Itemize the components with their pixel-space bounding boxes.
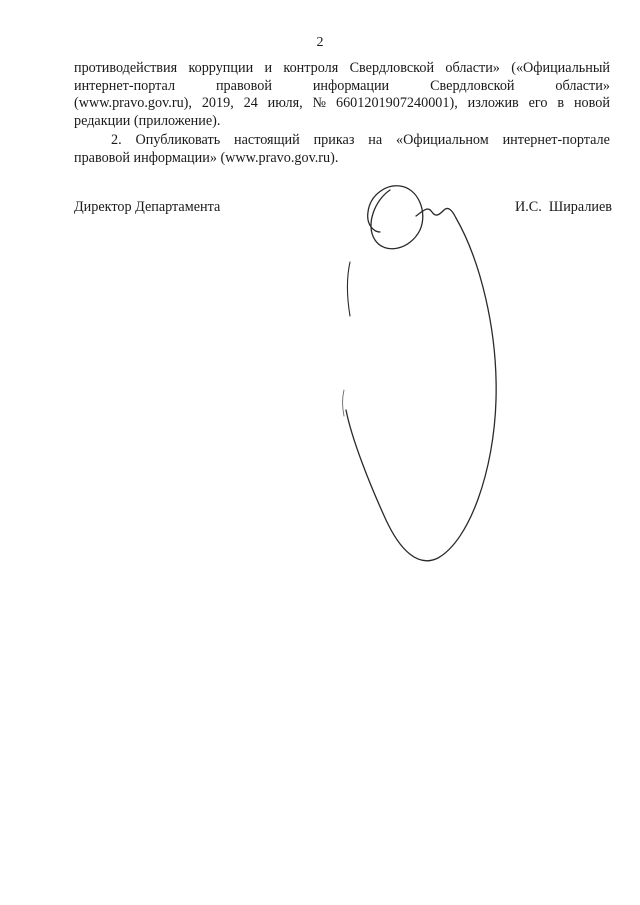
signatory-name-text: И.С. Ширалиев xyxy=(515,199,612,215)
word: № xyxy=(312,95,327,111)
word: противодействия xyxy=(74,60,178,76)
word: Опубликовать xyxy=(135,132,221,148)
paragraph-2-line-2: правовой информации» (www.pravo.gov.ru). xyxy=(74,149,339,166)
word: «Официальном xyxy=(396,132,489,148)
signature-oval xyxy=(346,218,496,561)
word: 2019, xyxy=(201,95,234,111)
word: 24 xyxy=(243,95,258,111)
signatory-role: Директор Департамента xyxy=(74,199,221,215)
word: интернет-портал xyxy=(74,77,176,94)
word: («Официальный xyxy=(511,60,610,76)
word: (www.pravo.gov.ru), xyxy=(74,95,192,111)
word: в xyxy=(557,95,565,111)
signature-left-stroke xyxy=(347,262,350,316)
word: информации xyxy=(312,77,390,94)
word: коррупции xyxy=(188,60,254,76)
paragraph-1-line-2 xyxy=(74,78,610,96)
signatory-name xyxy=(515,198,612,216)
word: интернет-портале xyxy=(502,132,610,148)
word: на xyxy=(368,132,383,148)
word: и xyxy=(264,60,273,76)
signature-loop xyxy=(368,186,423,249)
word: изложив xyxy=(467,95,519,111)
word: новой xyxy=(573,95,610,111)
paragraph-1-line-3 xyxy=(74,95,610,113)
word: настоящий xyxy=(234,132,300,148)
word: правовой xyxy=(215,77,272,94)
handwritten-signature xyxy=(320,170,520,570)
word: его xyxy=(528,95,548,111)
word: 6601201907240001), xyxy=(335,95,458,111)
word: июля, xyxy=(267,95,303,111)
word: 2. xyxy=(111,132,122,148)
document-body xyxy=(74,60,610,167)
paragraph-1-line-4: редакции (приложение). xyxy=(74,112,221,129)
word: контроля xyxy=(283,60,339,76)
word: Свердловской xyxy=(430,77,515,94)
paragraph-1-line-1 xyxy=(74,60,610,78)
paragraph-2-line-1 xyxy=(74,132,610,150)
word: области» xyxy=(555,77,610,94)
word: Свердловской xyxy=(349,60,435,76)
page-number: 2 xyxy=(316,35,324,50)
word: приказ xyxy=(313,132,355,148)
word: области» xyxy=(445,60,500,76)
